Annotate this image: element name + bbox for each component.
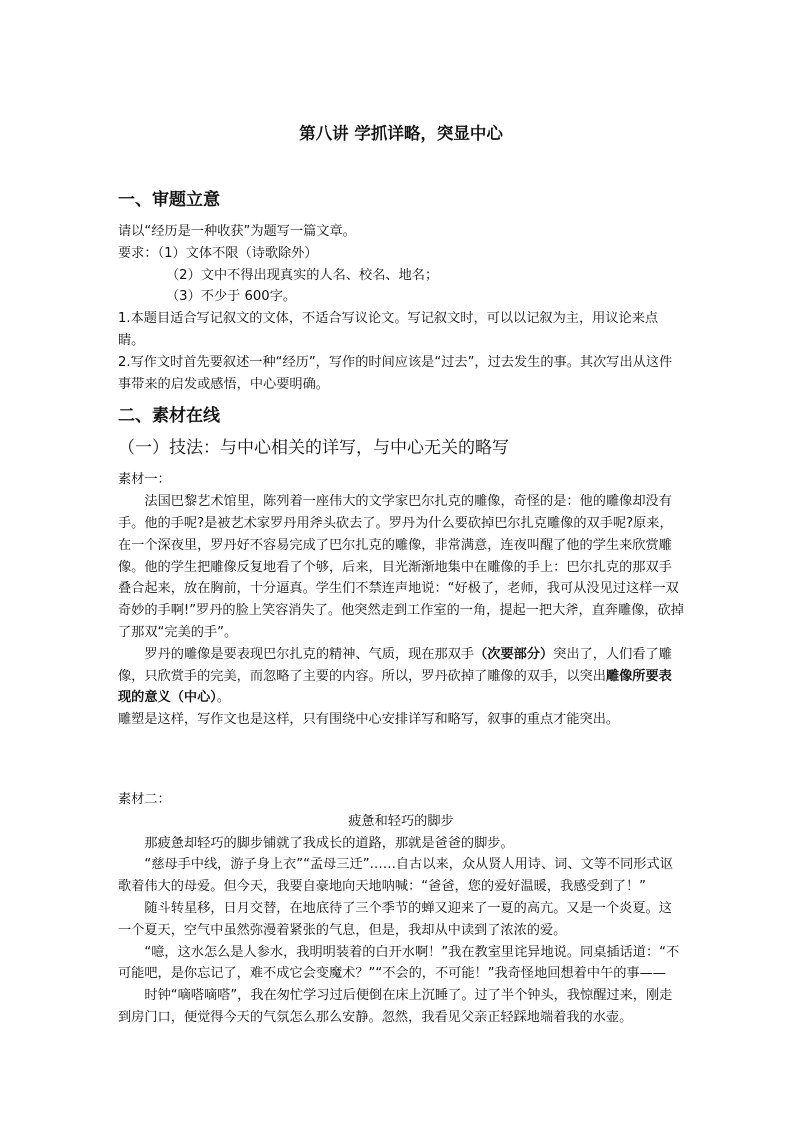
- note-1: 1.本题目适合写记叙文的文体，不适合写议论文。写记叙文时，可以以记叙为主，用议论来点睛。: [118, 311, 659, 348]
- material-2-paragraph-1: 那疲惫却轻巧的脚步铺就了我成长的道路，那就是爸爸的脚步。: [144, 835, 514, 851]
- material-2-title: 疲惫和轻巧的脚步: [348, 813, 454, 829]
- technique-subheading: （一）技法：与中心相关的详写，与中心无关的略写: [118, 438, 509, 459]
- material-2-paragraph-2: “慈母手中线，游子身上衣”“孟母三迁”……自古以来，众从贤人用诗、词、文等不同形式讴歌着伟大的母爱。但今天，我要自豪地向天地呐喊：“爸爸，您的爱好温暖，我感受到了！”: [118, 857, 673, 895]
- material-2-paragraph-3: 随斗转星移，日月交替，在地底待了三个季节的蝉又迎来了一夏的高亢。又是一个炎夏。这一个夏天，空气中虽然弥漫着紧张的气息，但是，我却从中读到了浓浓的爱。: [118, 900, 672, 938]
- section-heading-topic: 一、审题立意: [118, 190, 220, 210]
- material-2-paragraph-5: 时钟“嘀嗒嘀嗒”，我在匆忙学习过后便倒在床上沉睡了。过了半个钟头，我惊醒过来，刚走到房门口，便觉得今天的气氛怎么那么安静。忽然，我看见父亲正轻踩地端着我的水壶。: [118, 988, 673, 1025]
- material-1-analysis: [118, 644, 684, 709]
- analysis-text-e: 。: [216, 690, 231, 706]
- section-heading-materials: 二、素材在线: [118, 406, 220, 427]
- material-1-paragraph: 法国巴黎艺术馆里，陈列着一座伟大的文学家巴尔扎克的雕像，奇怪的是：他的雕像却没有手。他的手呢?是被艺术家罗丹用斧头砍去了。罗丹为什么要砍掉巴尔扎克雕像的双手呢?原来，在一个深夜里，罗丹好不容易完成了巴尔扎克的雕像，非常满意，连夜叫醒了他的学生来欣赏雕像。他的学生把雕像反复地看了个够，后来，目光渐渐地集中在雕像的手上：巴尔扎克的那双手叠合起来，放在胸前，十分逼真。学生们不禁连声地说：“好极了，老师，我可从没见过这样一双奇妙的手啊!”罗丹的脸上笑容消失了。他突然走到工作室的一角，提起一把大斧，直奔雕像，砍掉了那双“完美的手”。: [118, 494, 684, 640]
- essay-prompt: 请以“经历是一种收获”为题写一篇文章。: [118, 224, 356, 239]
- material-1-conclusion: 雕塑是这样，写作文也是这样，只有围绕中心安排详写和略写，叙事的重点才能突出。: [118, 712, 620, 728]
- note-2: 2.写作文时首先要叙述一种“经历”，写作的时间应该是“过去”，过去发生的事。其次写出从这件事带来的启发或感悟，中心要明确。: [118, 354, 673, 392]
- analysis-emphasis-center: 雕像所要表现的意义（中心）: [118, 668, 672, 706]
- analysis-text-c: 突出了，人们看了雕像，只欣赏手的完美，而忽略了主要的内容。所以，罗丹砍掉了雕像的双手，以突出: [118, 646, 672, 684]
- analysis-text-a: 罗丹的雕像是要表现巴尔扎克的精神、气质，现在那双手: [144, 646, 475, 662]
- spacer: [118, 731, 684, 789]
- material-1-label: 素材一：: [118, 472, 171, 488]
- analysis-emphasis-secondary: （次要部分）: [474, 646, 554, 662]
- requirement-1: 要求：（1）文体不限（诗歌除外）: [118, 245, 318, 261]
- requirement-2: （2）文中不得出现真实的人名、校名、地名；: [166, 267, 439, 283]
- material-2-paragraph-4: “噫，这水怎么是人参水，我明明装着的白开水啊！”我在教室里诧异地说。同桌插话道：“不可能吧，是你忘记了，难不成它会变魔术？”“不会的，不可能！”我奇怪地回想着中午的事——: [118, 944, 680, 982]
- page-title: 第八讲 学抓详略，突显中心: [299, 124, 503, 143]
- material-2-label: 素材二：: [118, 791, 171, 807]
- requirement-3: （3）不少于 600字。: [166, 289, 297, 305]
